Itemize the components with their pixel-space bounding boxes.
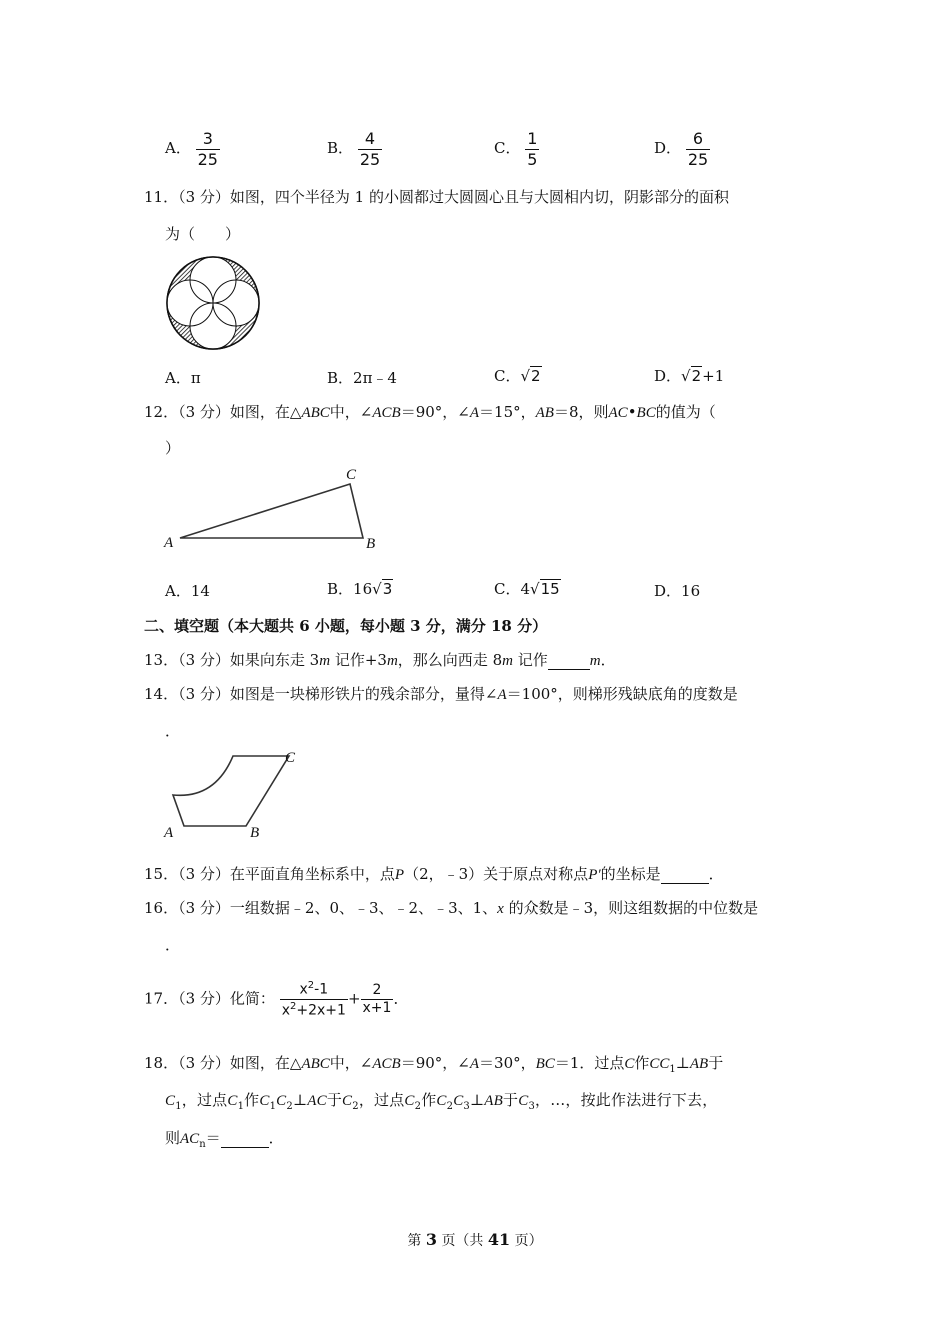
numerator: 1 (527, 129, 538, 148)
question-text: ，…，按此作法进行下去， (535, 1091, 718, 1109)
question-text: ． (393, 989, 409, 1008)
subscript: 3 (463, 1101, 470, 1112)
question-text: 在平面直角坐标系中，点 (229, 865, 395, 883)
subscript: 2 (352, 1101, 359, 1112)
option-value: 16 (681, 582, 701, 600)
question-text: ． (708, 865, 724, 883)
radicand: 2 (531, 367, 541, 385)
variable: C (342, 1093, 353, 1109)
q13-line (144, 649, 616, 670)
q10-option-a (165, 130, 220, 168)
subscript: 3 (528, 1101, 535, 1112)
fraction-2 (361, 983, 394, 1017)
variable: m (502, 653, 513, 669)
q16-line2 (165, 934, 180, 955)
numerator: 4 (358, 130, 382, 150)
q10-option-c (494, 130, 539, 168)
page-number: 3 (425, 1230, 437, 1249)
footer-text: 第 (407, 1233, 422, 1249)
variable: C (453, 1093, 464, 1109)
question-text: 如图是一块梯形铁片的残余部分，量得∠ (229, 685, 498, 703)
point-label-a: A (164, 825, 174, 840)
question-text: ． (600, 651, 616, 669)
variable: CC (649, 1056, 670, 1072)
question-text: 如图，在△ (229, 403, 302, 421)
variable: m (589, 653, 601, 669)
fraction-1 (280, 980, 348, 1019)
radicand: 2 (691, 367, 702, 385)
option-label: A． (165, 139, 191, 158)
fraction (196, 130, 220, 168)
variable: C (436, 1093, 447, 1109)
point-label-c: C (346, 467, 357, 483)
question-text: 作 (421, 1091, 437, 1109)
denominator: $x^2+2x+1$ (281, 1001, 346, 1019)
question-text: 于 (503, 1091, 519, 1109)
question-score: （3 分） (178, 651, 230, 669)
radicand: 15 (540, 580, 560, 598)
variable: BC (535, 1056, 555, 1072)
question-text: 于 (708, 1054, 724, 1072)
question-number: 13． (144, 651, 179, 669)
variable: C (518, 1093, 529, 1109)
question-score: （3 分） (178, 188, 230, 206)
total-pages: 41 (487, 1230, 511, 1249)
radicand: 3 (382, 580, 393, 598)
perp-symbol: ⊥ (675, 1054, 690, 1072)
coefficient: 16 (353, 580, 373, 598)
question-text: 于 (326, 1091, 343, 1109)
question-text: ＝90°，∠ (400, 403, 470, 421)
variable: A (497, 687, 507, 703)
q11-circles-figure (163, 255, 263, 353)
variable: ABC (301, 405, 330, 421)
point-label-b: B (366, 536, 376, 552)
variable: C (165, 1093, 176, 1109)
footer-text: 页） (514, 1233, 543, 1249)
variable: P (394, 867, 405, 883)
question-text: ，过点 (181, 1091, 228, 1109)
question-text: ） (165, 439, 181, 457)
question-text: 则 (165, 1129, 181, 1147)
numerator: $x^2-1$ (280, 980, 348, 1000)
q12-line1 (144, 401, 716, 422)
page-footer (0, 1230, 950, 1250)
section-2-title: 二、填空题（本大题共 6 小题，每小题 3 分，满分 18 分） (144, 617, 548, 635)
question-text: 的众数是﹣3，则这组数据的中位数是 (503, 899, 759, 917)
q11-option-b (327, 367, 397, 388)
point-label-a: A (164, 535, 174, 551)
option-label: A． (165, 369, 191, 387)
question-text: 如果向东走 3 (229, 651, 320, 669)
sqrt-expression: √2 (681, 367, 702, 385)
variable: AB (484, 1093, 504, 1109)
question-text: ＝15°， (479, 403, 536, 421)
question-text: ，那么向西走 8 (397, 651, 503, 669)
variable: m (319, 653, 331, 669)
q12-option-a (165, 580, 210, 601)
variable: ACB (372, 405, 401, 421)
answer-blank (548, 651, 590, 670)
question-text: 记作 (512, 651, 548, 669)
variable: C (404, 1093, 415, 1109)
q18-line1 (144, 1052, 723, 1075)
question-text: 如图，在△ (229, 1054, 302, 1072)
q12-triangle-figure (160, 460, 385, 555)
variable: A (469, 1056, 480, 1072)
sqrt-expression: √3 (372, 580, 393, 598)
subscript: 1 (175, 1101, 182, 1112)
question-text: ＝100°，则梯形残缺底角的度数是 (506, 685, 738, 703)
question-text: 记作+3 (330, 651, 387, 669)
q11-option-c (494, 365, 542, 386)
subscript: 1 (237, 1101, 245, 1112)
option-label: C． (494, 367, 521, 385)
variable: m (386, 653, 398, 669)
option-value: π (190, 369, 201, 387)
q11-option-a (165, 367, 201, 388)
question-text: 作 (634, 1054, 650, 1072)
denominator: 25 (197, 149, 218, 169)
variable: BC (636, 405, 656, 421)
denominator: 5 (527, 149, 538, 169)
variable: ABC (301, 1056, 330, 1072)
variable: C (259, 1093, 270, 1109)
option-label: B． (327, 139, 354, 158)
question-score: （3 分） (178, 989, 230, 1008)
option-label: D． (654, 367, 682, 385)
question-score: （3 分） (178, 685, 230, 703)
q11-option-d (654, 365, 724, 386)
question-number: 12． (144, 403, 179, 421)
question-text: ＝90°，∠ (400, 1054, 470, 1072)
question-text: 一组数据﹣2、0、﹣3、﹣2、﹣3、1、 (229, 899, 498, 917)
q12-option-c (494, 578, 561, 599)
q18-line3 (165, 1127, 284, 1150)
q15-line (144, 863, 724, 884)
question-text: 中，∠ (329, 1054, 373, 1072)
question-text: 中，∠ (329, 403, 373, 421)
footer-text: 页（共 (441, 1233, 484, 1249)
sqrt-expression: √15 (530, 580, 560, 598)
variable: ACB (372, 1056, 401, 1072)
option-value: 2π﹣4 (353, 369, 397, 387)
q12-option-d (654, 580, 700, 601)
question-text: 化简： (229, 989, 275, 1008)
q11-line2 (165, 223, 240, 244)
option-label: B． (327, 580, 354, 598)
question-number: 11． (144, 188, 179, 206)
question-text: ＝30°， (479, 1054, 536, 1072)
point-label-c: C (285, 750, 296, 766)
option-value: 14 (190, 582, 210, 600)
variable: AB (535, 405, 554, 421)
subscript: 2 (446, 1101, 454, 1112)
question-score: （3 分） (178, 899, 230, 917)
question-score: （3 分） (178, 403, 230, 421)
option-label: D． (654, 582, 682, 600)
q12-line2 (165, 437, 180, 458)
variable: x (497, 901, 504, 917)
option-label: C． (494, 139, 521, 158)
dot-operator: • (627, 403, 637, 421)
question-number: 16． (144, 899, 179, 917)
option-label: A． (165, 582, 191, 600)
q16-line1 (144, 897, 758, 918)
question-text: ． (165, 722, 181, 740)
question-text: ＝1．过点 (554, 1054, 625, 1072)
question-score: （3 分） (178, 865, 230, 883)
sqrt-expression: √2 (520, 367, 541, 385)
point-label-b: B (250, 825, 260, 840)
variable: A (469, 405, 480, 421)
option-label: D． (654, 139, 682, 158)
numerator: 6 (686, 130, 710, 150)
option-suffix: +1 (702, 367, 725, 385)
numerator: 2 (361, 983, 394, 1000)
question-text: 的值为（ (655, 403, 716, 421)
question-number: 18． (144, 1054, 179, 1072)
subscript: 1 (669, 1064, 676, 1075)
variable: AC (307, 1093, 327, 1109)
variable: AC (180, 1131, 200, 1147)
variable: C (276, 1093, 287, 1109)
question-text: 为（ ） (165, 225, 241, 243)
denominator: 25 (359, 149, 381, 169)
q11-line1 (144, 186, 729, 207)
question-text: 的坐标是 (600, 865, 661, 883)
question-text: 如图，四个半径为 1 的小圆都过大圆圆心且与大圆相内切，阴影部分的面积 (229, 188, 729, 206)
q18-line2 (165, 1089, 717, 1112)
subscript: 2 (414, 1101, 422, 1112)
fraction (358, 130, 382, 168)
q10-option-b (327, 130, 382, 168)
q10-option-d (654, 130, 710, 168)
q14-trapezoid-figure (160, 743, 305, 840)
variable: C (624, 1056, 635, 1072)
variable: AB (689, 1056, 709, 1072)
variable: C (227, 1093, 238, 1109)
q12-option-b (327, 578, 393, 599)
question-number: 17． (144, 989, 179, 1008)
question-text: ＝8，则 (553, 403, 609, 421)
denominator: 25 (687, 149, 709, 169)
variable: AC (608, 405, 628, 421)
option-label: C． (494, 580, 521, 598)
q14-line1 (144, 683, 738, 704)
question-text: ． (165, 936, 181, 954)
question-text: （2，﹣3）关于原点对称点 (404, 865, 589, 883)
question-text: 作 (244, 1091, 260, 1109)
coefficient: 4 (520, 580, 531, 598)
question-text: ，过点 (358, 1091, 405, 1109)
question-text: ． (268, 1129, 284, 1147)
subscript: n (199, 1139, 206, 1150)
answer-blank (221, 1129, 269, 1148)
q17-line (144, 980, 408, 1019)
question-number: 15． (144, 865, 179, 883)
question-number: 14． (144, 685, 179, 703)
subscript: 2 (286, 1101, 293, 1112)
fraction (686, 130, 710, 168)
plus-sign: + (347, 989, 361, 1008)
answer-blank (661, 865, 709, 884)
perp-symbol: ⊥ (292, 1091, 308, 1109)
variable: P′ (588, 867, 601, 883)
subscript: 1 (269, 1101, 277, 1112)
option-label: B． (327, 369, 354, 387)
q14-line2 (165, 720, 180, 741)
numerator: 3 (196, 130, 220, 150)
question-text: ＝ (205, 1129, 221, 1147)
denominator: x+1 (362, 1000, 392, 1017)
perp-symbol: ⊥ (469, 1091, 485, 1109)
question-score: （3 分） (178, 1054, 230, 1072)
fraction (525, 130, 539, 168)
